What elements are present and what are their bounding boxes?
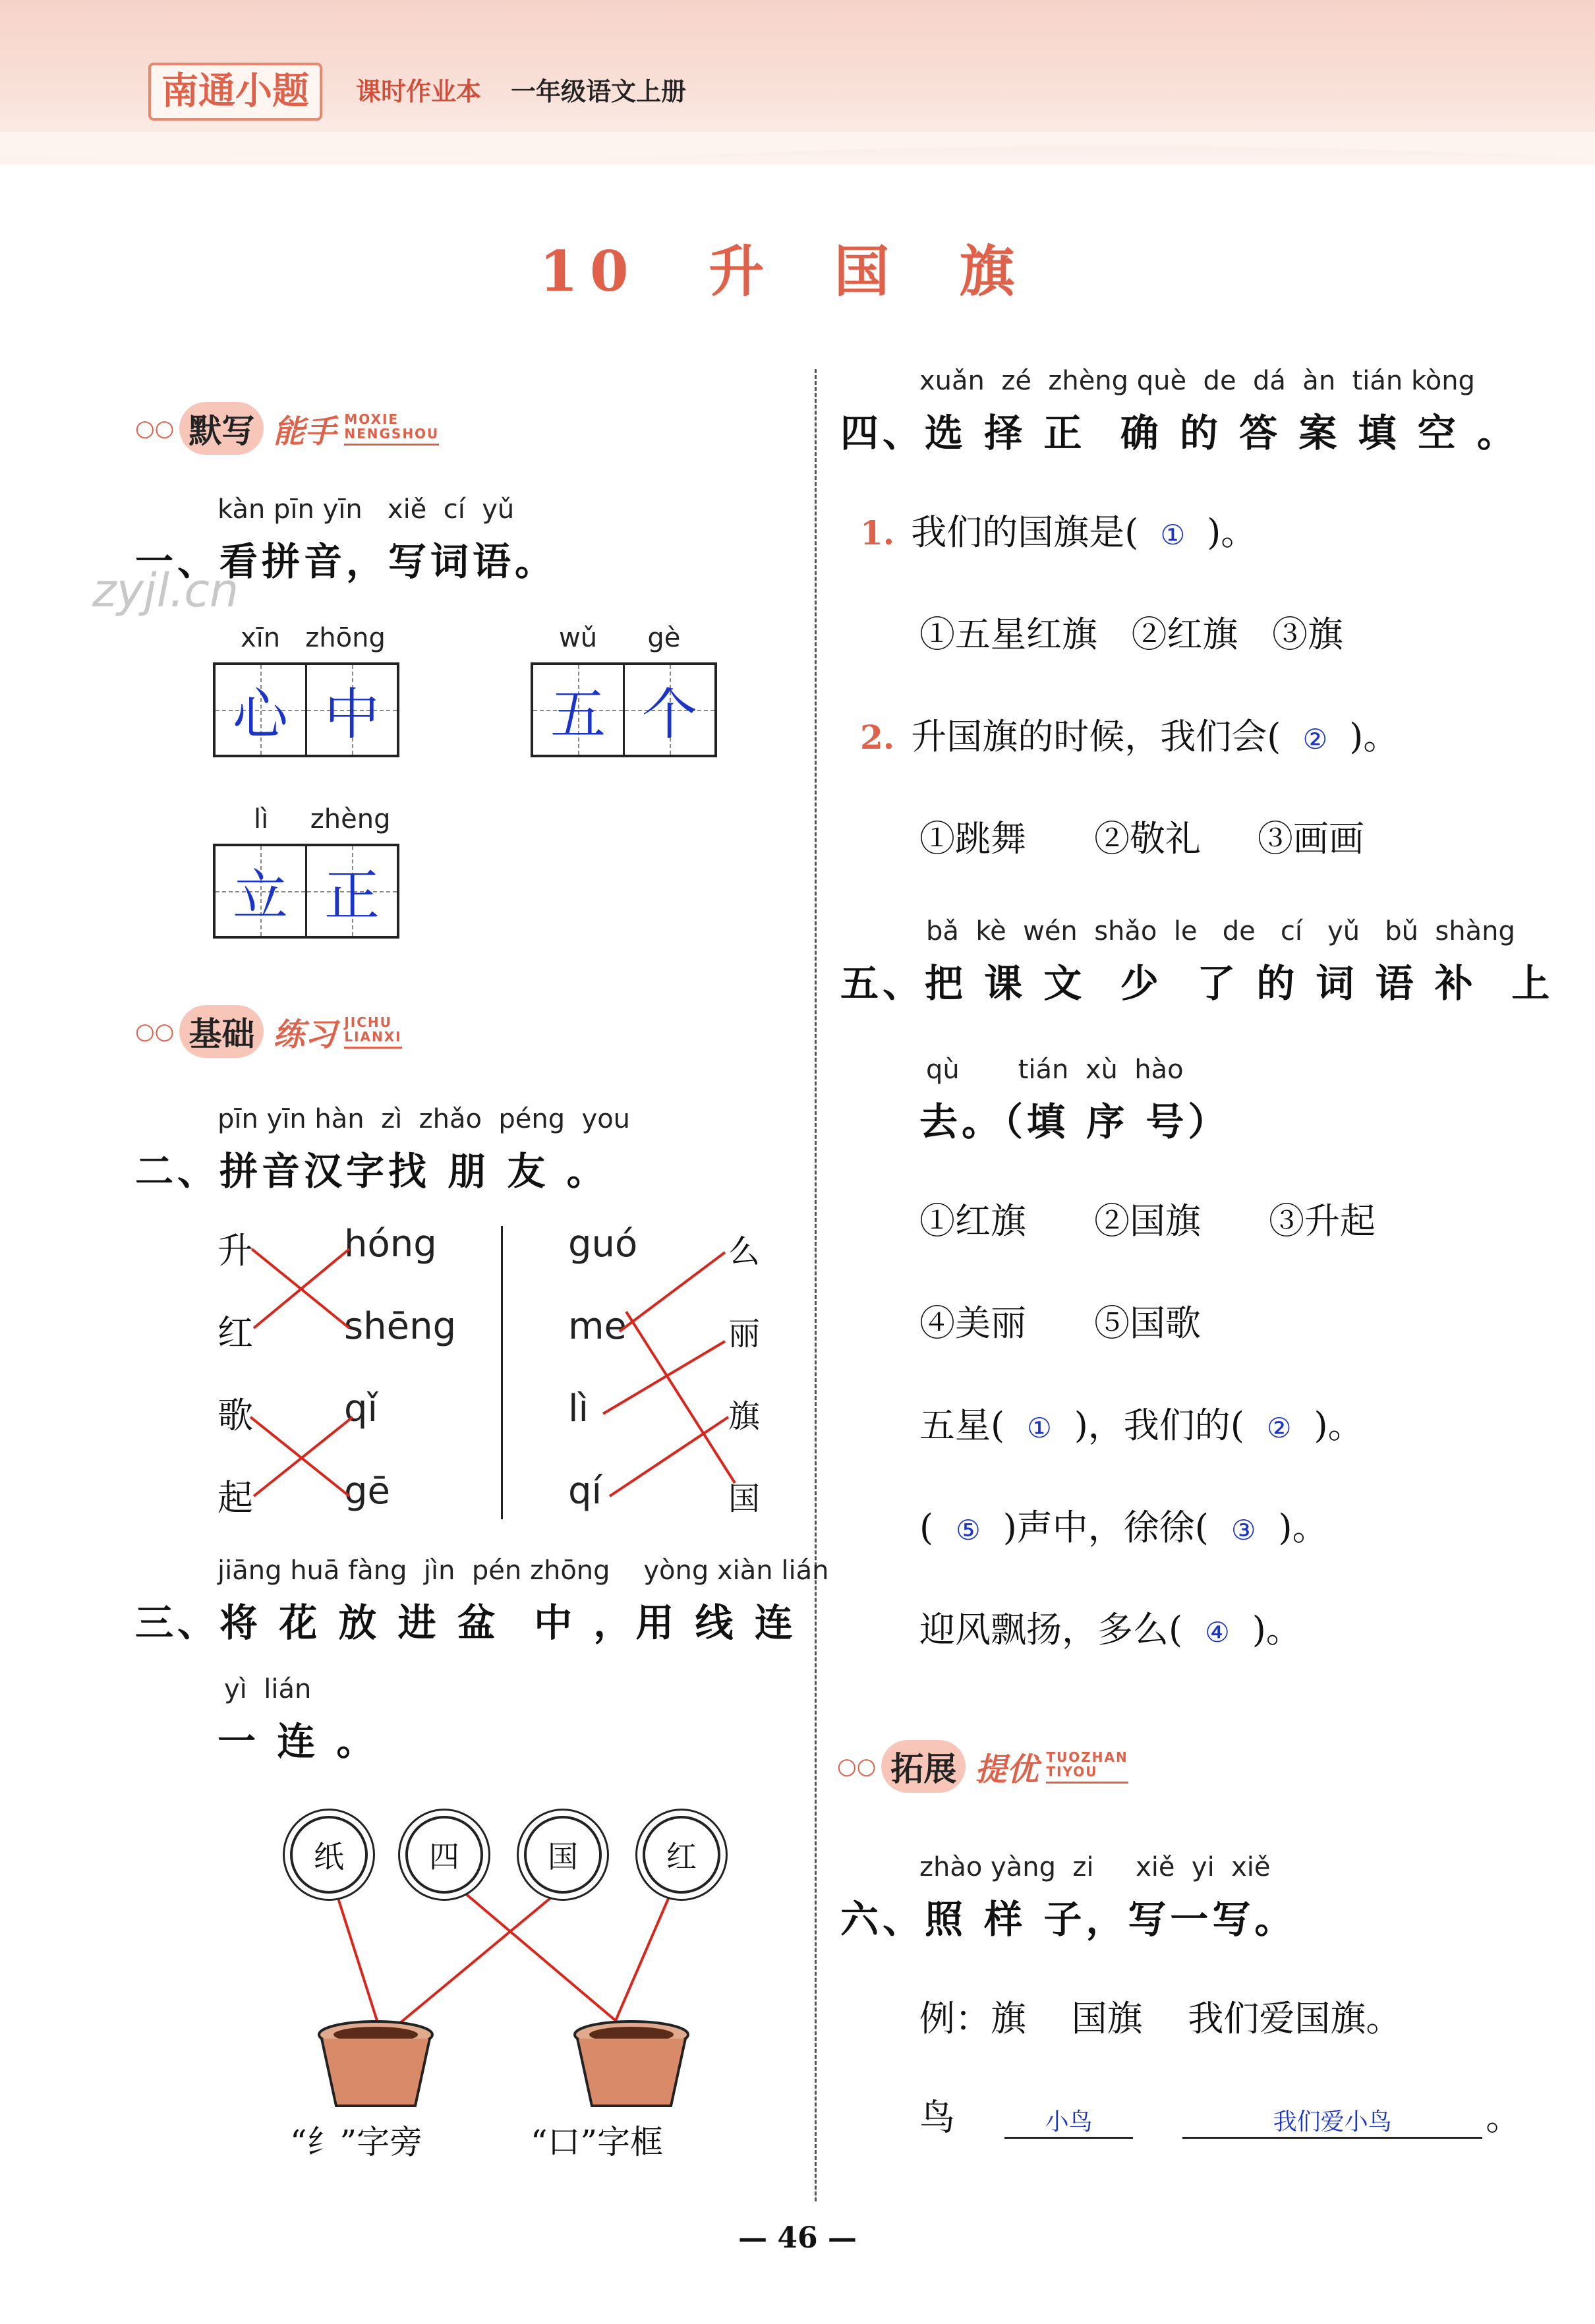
q2-left-char: 起: [218, 1477, 253, 1519]
match-line: [250, 1417, 349, 1496]
q4-item-1: [860, 504, 1256, 555]
q6-example: 例：旗 国旗 我们爱国旗。: [919, 1998, 1402, 2039]
badge-cn2: 能手: [273, 413, 337, 450]
flower-line: [451, 1882, 623, 2027]
flower: 纸: [290, 1816, 368, 1894]
badge-en: JICHU LIANXI: [344, 1015, 401, 1049]
q1-word1-pinyin: xīn zhōng: [241, 623, 386, 653]
title-char-3: 旗: [959, 239, 1027, 304]
item-number: 2.: [860, 718, 895, 757]
flower-line: [333, 1882, 379, 2027]
badge-cn2: 提优: [975, 1751, 1039, 1788]
q6-blank-2: 我们爱小鸟: [1182, 2103, 1482, 2139]
q5-text: 五、把 课 文 少 了 的 词 语 补 上: [840, 961, 1554, 1006]
badge-cn1: 拓展: [881, 1740, 966, 1793]
flower-line: [395, 1882, 570, 2027]
q3-pinyin2: yì lián: [224, 1674, 312, 1704]
badge-cn2: 练习: [273, 1016, 337, 1053]
q4-text: 四、选 择 正 确 的 答 案 填 空 。: [840, 411, 1519, 455]
lesson-number: 10: [539, 239, 641, 304]
flowerpot-icon: [316, 2020, 435, 2112]
q4-pinyin: xuǎn zé zhèng què de dá àn tián kòng: [919, 366, 1475, 396]
q2-right-pinyin: guó: [568, 1223, 638, 1265]
q6-blank-1: 小鸟: [1004, 2103, 1133, 2139]
flower-line: [613, 1882, 676, 2027]
q2-left-char: 歌: [218, 1395, 253, 1436]
badge-en: TUOZHAN TIYOU: [1046, 1750, 1128, 1784]
grid-cell: 正: [305, 846, 397, 936]
q3-text: 三、将 花 放 进 盆 中 ，用 线 连: [135, 1600, 797, 1645]
q2-left-char: 红: [218, 1312, 253, 1354]
q1-word3-pinyin: lì zhèng: [254, 804, 391, 834]
match-line: [254, 1417, 353, 1496]
brand-logo: 南通小题: [148, 63, 322, 121]
flower: 红: [643, 1816, 720, 1894]
q5-options1: ①红旗 ②国旗 ③升起: [919, 1200, 1376, 1242]
q2-left-pinyin: hóng: [344, 1223, 437, 1265]
q6-pinyin: zhào yàng zi xiě yi xiě: [919, 1852, 1271, 1882]
q6-text: 六、照 样 子，写一写。: [840, 1897, 1297, 1942]
q5-line-2: ( ⑤ )声中，徐徐( ③ )。: [919, 1507, 1328, 1548]
circles-icon: ○○: [837, 1753, 877, 1780]
q2-right-pinyin: lì: [568, 1387, 589, 1430]
grid-cell: 立: [216, 846, 305, 936]
q4-item-2-options: ①跳舞 ②敬礼 ③画画: [919, 818, 1364, 859]
q5-options2: ④美丽 ⑤国歌: [919, 1302, 1201, 1344]
book-title: 一年级语文上册: [511, 76, 687, 106]
q4-item-1-options: ①五星红旗 ②红旗 ③旗: [919, 614, 1343, 655]
q5-line-3: 迎风飘扬，多么( ④ )。: [919, 1609, 1302, 1650]
grid-cell: 中: [305, 665, 397, 755]
title-char-1: 升: [709, 239, 776, 304]
q1-word2-pinyin: wǔ gè: [559, 623, 681, 653]
q5-text2: 去。（填 序 号）: [919, 1099, 1231, 1144]
badge-en: MOXIE NENGSHOU: [344, 412, 439, 446]
item-answer: ②: [1302, 723, 1328, 755]
brand-subtitle: 课时作业本: [356, 76, 482, 106]
match-line: [603, 1341, 725, 1414]
badge-cn1: 默写: [179, 402, 264, 455]
q2-right-pinyin: me: [568, 1305, 627, 1348]
q3-text2: 一 连 。: [218, 1719, 379, 1764]
q2-right-char: 么: [728, 1233, 761, 1270]
q2-right-char: 国: [728, 1480, 761, 1517]
blank-answer: ④: [1205, 1616, 1230, 1648]
match-line: [620, 1252, 725, 1331]
blank-answer: ③: [1231, 1514, 1256, 1546]
grid-cell: 个: [623, 665, 714, 755]
blank-answer: ⑤: [956, 1514, 981, 1546]
q6-answer-row: [919, 2089, 1521, 2140]
circles-icon: ○○: [135, 415, 175, 442]
item-stem: 升国旗的时候，我们会(: [911, 716, 1281, 757]
title-char-2: 国: [834, 239, 902, 304]
q5-line-1: 五星( ① )，我们的( ② )。: [919, 1405, 1364, 1446]
pot-label: “纟”字旁: [290, 2123, 423, 2161]
q1-pinyin: kàn pīn yīn xiě cí yǔ: [218, 494, 515, 525]
grid-cell: 心: [216, 665, 305, 755]
item-stem: 我们的国旗是(: [911, 511, 1139, 553]
badge-cn1: 基础: [179, 1005, 264, 1058]
q2-pinyin: pīn yīn hàn zì zhǎo péng you: [218, 1104, 631, 1134]
q2-left-pinyin: shēng: [344, 1305, 457, 1348]
flowerpot-icon: [572, 2020, 691, 2112]
q6-end: 。: [1486, 2097, 1522, 2138]
flower: 四: [405, 1816, 483, 1894]
item-stem-end: )。: [1207, 511, 1257, 553]
q2-right-char: 旗: [728, 1398, 761, 1435]
match-line: [626, 1312, 735, 1483]
q2-text: 二、拼音汉字找 朋 友 。: [135, 1149, 609, 1194]
q2-left-pinyin: gē: [344, 1470, 390, 1513]
q5-pinyin: bǎ kè wén shǎo le de cí yǔ bǔ shàng: [926, 916, 1515, 946]
q4-item-2: [860, 709, 1399, 759]
item-stem-end: )。: [1349, 716, 1399, 757]
item-number: 1.: [860, 513, 895, 552]
watermark: zyjl.cn: [92, 564, 239, 618]
q2-right-char: 丽: [728, 1316, 761, 1352]
match-line: [610, 1417, 728, 1496]
q2-left-pinyin: qǐ: [344, 1387, 378, 1430]
page-number: — 46 —: [738, 2221, 857, 2255]
q6-char: 鸟: [919, 2097, 955, 2138]
q1-text: 一、看拼音，写词语。: [135, 539, 558, 584]
section-badge-tuozhan: [837, 1740, 1128, 1793]
circles-icon: ○○: [135, 1018, 175, 1045]
q5-pinyin2: qù tián xù hào: [926, 1055, 1184, 1085]
q2-left-char: 升: [218, 1230, 253, 1271]
flower: 国: [524, 1816, 602, 1894]
q3-pinyin: jiāng huā fàng jìn pén zhōng yòng xiàn lián: [218, 1555, 829, 1586]
item-answer: ①: [1160, 519, 1186, 551]
q2-right-pinyin: qí: [568, 1470, 602, 1513]
grid-cell: 五: [533, 665, 623, 755]
blank-answer: ①: [1027, 1412, 1052, 1444]
pot-label: “口”字框: [531, 2123, 664, 2161]
blank-answer: ②: [1266, 1412, 1292, 1444]
